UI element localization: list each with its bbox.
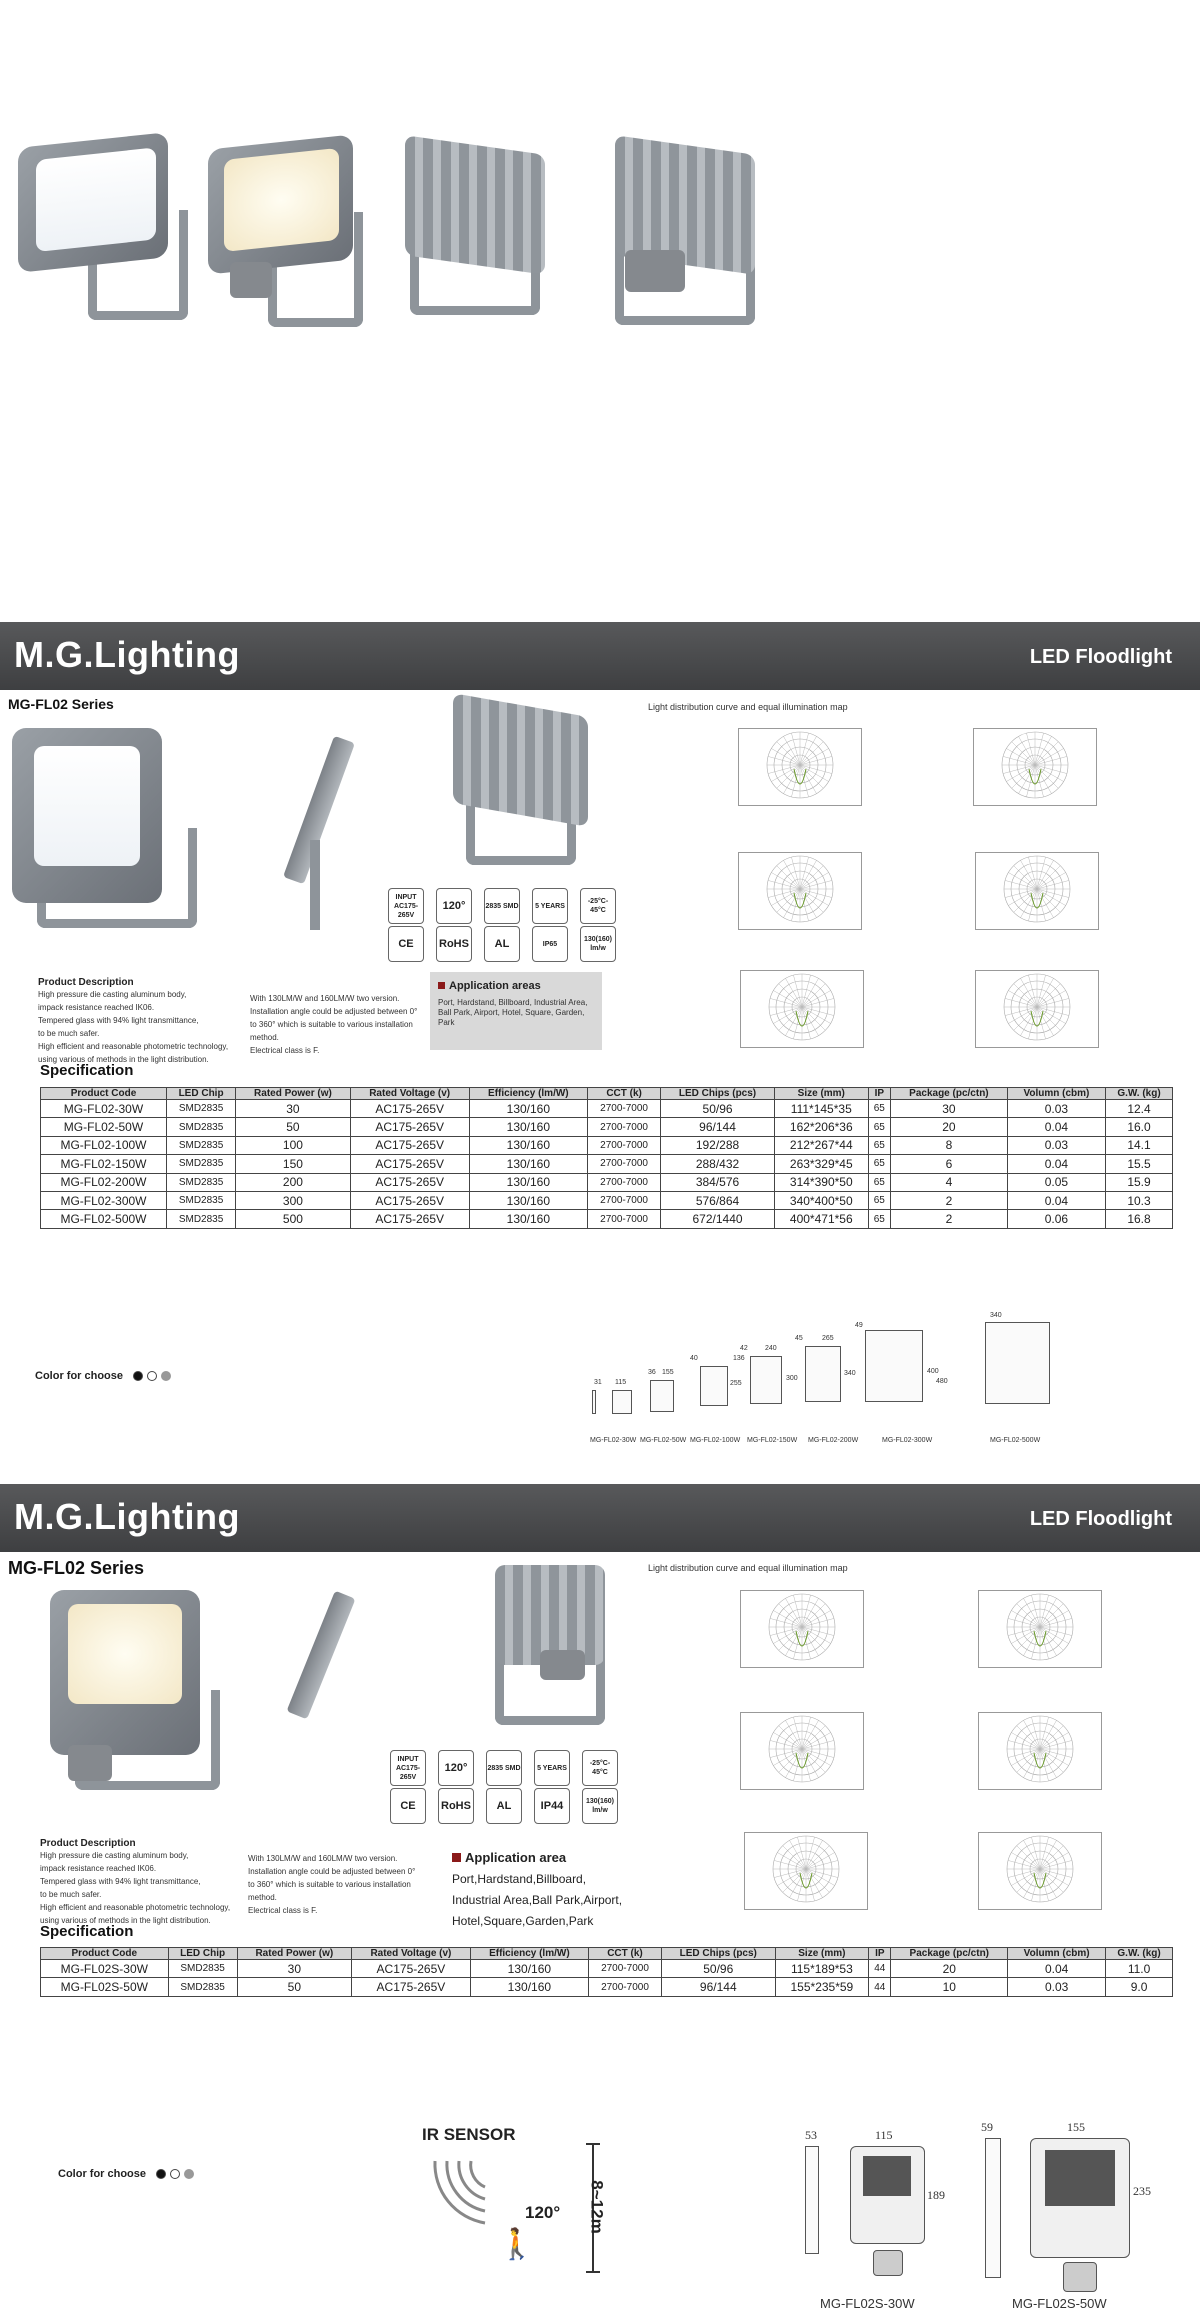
product-photo-sensor-front [208, 142, 368, 332]
bullet-icon [452, 1853, 461, 1862]
cert-ip-icon: IP65 [532, 926, 568, 962]
table-cell: AC175-265V [350, 1173, 469, 1191]
s1-photo-front [12, 728, 197, 958]
dim-number: 340 [990, 1312, 1002, 1319]
table-cell: 30 [890, 1100, 1007, 1118]
dimension-drawing-30w [795, 2118, 965, 2318]
product-description [40, 1838, 260, 1927]
dim-model-label: MG-FL02S-30W [820, 2296, 915, 2311]
table-cell: 2700-7000 [588, 1978, 661, 1996]
color-label: Color for choose [58, 2168, 147, 2180]
table-cell: SMD2835 [166, 1118, 235, 1136]
polar-diagram [978, 1712, 1102, 1790]
table-cell: 0.04 [1007, 1118, 1105, 1136]
table-cell: 130/160 [469, 1136, 587, 1154]
color-swatch-grey[interactable] [184, 2169, 194, 2179]
application-title: Application areas [449, 980, 541, 992]
cert-warranty-icon: 5 YEARS [534, 1750, 570, 1786]
dim-number: 300 [786, 1375, 798, 1382]
application-line: Port,Hardstand,Billboard, [452, 1872, 587, 1886]
table-cell: 16.8 [1106, 1210, 1173, 1228]
product-description-title: Product Description [38, 977, 134, 988]
table-cell: 115*189*53 [775, 1960, 869, 1978]
table-cell: 130/160 [469, 1173, 587, 1191]
table-cell: 400*471*56 [774, 1210, 868, 1228]
table-cell: 2 [890, 1191, 1007, 1209]
dim-number: 189 [927, 2188, 945, 2202]
color-swatch-black[interactable] [156, 2169, 166, 2179]
cert-al-icon: AL [484, 926, 520, 962]
table-cell: 20 [890, 1118, 1007, 1136]
desc-line: using various of methods in the light distribution. [40, 1916, 211, 1925]
dim-number: 480 [936, 1378, 948, 1385]
table-cell: 130/160 [469, 1118, 587, 1136]
table-cell: 10 [891, 1978, 1008, 1996]
table-cell: 65 [868, 1173, 890, 1191]
table-cell: 15.5 [1106, 1155, 1173, 1173]
table-cell: 6 [890, 1155, 1007, 1173]
desc-line: Installation angle could be adjusted between 0° [250, 1007, 418, 1016]
table-cell: 0.04 [1008, 1960, 1106, 1978]
desc-line: to 360° which is suitable to various installation method. [250, 1020, 413, 1042]
table-header-cell: Rated Voltage (v) [350, 1088, 469, 1100]
dim-number: 36 [648, 1369, 656, 1376]
table-header-cell: LED Chip [166, 1088, 235, 1100]
polar-diagram [744, 1832, 868, 1910]
walking-person-icon: 🚶 [498, 2228, 536, 2261]
table-header-cell: Size (mm) [774, 1088, 868, 1100]
table-cell: 263*329*45 [774, 1155, 868, 1173]
table-cell: 11.0 [1106, 1960, 1173, 1978]
sensor-module [625, 250, 685, 292]
table-cell: SMD2835 [166, 1210, 235, 1228]
dim-number: 45 [795, 1335, 803, 1342]
spec-table-2 [40, 1947, 1173, 1997]
dim-number: 59 [981, 2120, 993, 2134]
spec-title: Specification [40, 1923, 134, 1940]
table-cell: 30 [237, 1960, 351, 1978]
table-cell: MG-FL02-200W [41, 1173, 167, 1191]
table-cell: MG-FL02S-30W [41, 1960, 169, 1978]
table-header-cell: Product Code [41, 1088, 167, 1100]
cert-ip-icon: IP44 [534, 1788, 570, 1824]
cert-warranty-icon: 5 YEARS [532, 888, 568, 924]
table-cell: SMD2835 [168, 1960, 237, 1978]
table-header-cell: LED Chip [168, 1948, 237, 1960]
table-cell: 192/288 [661, 1136, 775, 1154]
table-header-cell: G.W. (kg) [1106, 1948, 1173, 1960]
dim-number: 136 [733, 1355, 745, 1362]
dim-number: 235 [1133, 2184, 1151, 2198]
table-header-cell: Efficiency (lm/W) [470, 1948, 588, 1960]
table-cell: 500 [236, 1210, 351, 1228]
table-cell: 130/160 [470, 1978, 588, 1996]
table-row [41, 1100, 1173, 1118]
polar-diagram [738, 852, 862, 930]
desc-line: High pressure die casting aluminum body, [40, 1851, 189, 1860]
cert-efficiency-icon: 130(160) lm/w [580, 926, 616, 962]
table-cell: MG-FL02S-50W [41, 1978, 169, 1996]
table-cell: AC175-265V [352, 1978, 471, 1996]
table-cell: 50 [236, 1118, 351, 1136]
cert-al-icon: AL [486, 1788, 522, 1824]
ir-range-tick [586, 2143, 600, 2145]
dim-number: 115 [875, 2128, 893, 2142]
desc-line: impack resistance reached IK06. [40, 1864, 157, 1873]
table-cell: 65 [868, 1191, 890, 1209]
table-cell: 2700-7000 [588, 1173, 661, 1191]
table-cell: MG-FL02-100W [41, 1136, 167, 1154]
table-cell: 111*145*35 [774, 1100, 868, 1118]
table-cell: 65 [868, 1136, 890, 1154]
table-row [41, 1118, 1173, 1136]
table-cell: 150 [236, 1155, 351, 1173]
product-photo-back [395, 145, 555, 325]
dim-number: 240 [765, 1345, 777, 1352]
dim-model-label: MG-FL02-30W [590, 1437, 637, 1444]
table-cell: 96/144 [661, 1118, 775, 1136]
desc-line: Installation angle could be adjusted between 0° [248, 1867, 416, 1876]
table-header-cell: Rated Power (w) [236, 1088, 351, 1100]
table-cell: 155*235*59 [775, 1978, 869, 1996]
table-cell: SMD2835 [166, 1136, 235, 1154]
table-header-cell: Package (pc/ctn) [891, 1948, 1008, 1960]
dim-number: 155 [662, 1369, 674, 1376]
table-row [41, 1136, 1173, 1154]
dim-model-label: MG-FL02-150W [747, 1437, 798, 1444]
desc-line: Tempered glass with 94% light transmittance, [38, 1016, 199, 1025]
dim-number: 115 [615, 1379, 627, 1386]
table-cell: 65 [868, 1210, 890, 1228]
table-cell: 130/160 [469, 1191, 587, 1209]
table-cell: 2700-7000 [588, 1136, 661, 1154]
table-cell: SMD2835 [166, 1155, 235, 1173]
table-cell: 10.3 [1106, 1191, 1173, 1209]
polar-diagram [740, 970, 864, 1048]
banner-section-2 [0, 1484, 1200, 1552]
desc-line: Tempered glass with 94% light transmittance, [40, 1877, 201, 1886]
table-row [41, 1210, 1173, 1228]
table-cell: 200 [236, 1173, 351, 1191]
table-header-cell: Rated Power (w) [237, 1948, 351, 1960]
table-cell: MG-FL02-50W [41, 1118, 167, 1136]
table-cell: 100 [236, 1136, 351, 1154]
dimension-drawing-50w [975, 2118, 1175, 2318]
desc-line: impack resistance reached IK06. [38, 1003, 155, 1012]
s2-photo-front [50, 1590, 220, 1820]
table-cell: 44 [869, 1960, 891, 1978]
polar-diagram [975, 970, 1099, 1048]
table-cell: SMD2835 [166, 1191, 235, 1209]
cert-temperature-icon: -25°C-45°C [582, 1750, 618, 1786]
desc-line: With 130LM/W and 160LM/W two version. [250, 994, 400, 1003]
ir-range-tick [586, 2271, 600, 2273]
desc-line: High efficient and reasonable photometric technology, [40, 1903, 231, 1912]
cert-ce-icon: CE [388, 926, 424, 962]
dim-number: 49 [855, 1322, 863, 1329]
table-row [41, 1173, 1173, 1191]
dim-model-label: MG-FL02-300W [882, 1437, 933, 1444]
polar-diagram [975, 852, 1099, 930]
ir-angle: 120° [525, 2203, 561, 2222]
sensor-module [540, 1650, 585, 1680]
product-photo-sensor-back [605, 145, 765, 330]
table-header-cell: IP [869, 1948, 891, 1960]
polar-diagram [740, 1590, 864, 1668]
s2-photo-side [270, 1590, 370, 1760]
table-cell: 50/96 [661, 1100, 775, 1118]
ir-range: 8~12m [587, 2180, 607, 2234]
desc-line: High pressure die casting aluminum body, [38, 990, 187, 999]
table-cell: MG-FL02-500W [41, 1210, 167, 1228]
table-cell: 0.03 [1007, 1136, 1105, 1154]
product-description-right [248, 1852, 438, 1917]
table-cell: 44 [869, 1978, 891, 1996]
table-row [41, 1960, 1173, 1978]
cert-temperature-icon: -25°C-45°C [580, 888, 616, 924]
bullet-icon [438, 982, 445, 989]
dim-model-label: MG-FL02S-50W [1012, 2296, 1107, 2311]
desc-line: to be much safer. [38, 1029, 100, 1038]
s1-photo-back [448, 700, 598, 870]
table-cell: MG-FL02-300W [41, 1191, 167, 1209]
table-cell: MG-FL02-150W [41, 1155, 167, 1173]
dim-number: 255 [730, 1380, 742, 1387]
table-header-cell: Product Code [41, 1948, 169, 1960]
dim-number: 265 [822, 1335, 834, 1342]
sensor-module [230, 262, 272, 298]
table-cell: SMD2835 [166, 1173, 235, 1191]
desc-line: With 130LM/W and 160LM/W two version. [248, 1854, 398, 1863]
polar-diagram [978, 1590, 1102, 1668]
desc-line: to 360° which is suitable to various installation method. [248, 1880, 411, 1902]
cert-smd-icon: 2835 SMD [486, 1750, 522, 1786]
polar-diagram [973, 728, 1097, 806]
s1-photo-side [270, 735, 370, 935]
cert-rohs-icon: RoHS [436, 926, 472, 962]
table-cell: 50 [237, 1978, 351, 1996]
product-description-title: Product Description [40, 1838, 136, 1849]
table-cell: AC175-265V [350, 1136, 469, 1154]
application-areas-box [430, 972, 602, 1050]
spec-title: Specification [40, 1062, 134, 1079]
dim-number: 340 [844, 1370, 856, 1377]
table-header-cell: Package (pc/ctn) [890, 1088, 1007, 1100]
table-cell: AC175-265V [350, 1191, 469, 1209]
table-cell: SMD2835 [168, 1978, 237, 1996]
spec-table-1 [40, 1087, 1173, 1229]
table-cell: 162*206*36 [774, 1118, 868, 1136]
application-text: Port, Hardstand, Billboard, Industrial Area, Ball Park, Airport, Hotel, Square, Garden, Park [438, 998, 588, 1027]
color-swatch-grey[interactable] [161, 1371, 171, 1381]
table-header-cell: IP [868, 1088, 890, 1100]
table-header-cell: Volumn (cbm) [1007, 1088, 1105, 1100]
product-description-right [250, 992, 430, 1057]
table-header-cell: CCT (k) [588, 1948, 661, 1960]
table-cell: AC175-265V [350, 1210, 469, 1228]
table-cell: SMD2835 [166, 1100, 235, 1118]
application-title: Application area [465, 1850, 567, 1865]
table-header-row [41, 1088, 1173, 1100]
brand-title: M.G.Lighting [14, 634, 240, 675]
table-cell: 0.05 [1007, 1173, 1105, 1191]
table-cell: 130/160 [469, 1155, 587, 1173]
desc-line: using various of methods in the light distribution. [38, 1055, 209, 1064]
table-cell: AC175-265V [352, 1960, 471, 1978]
cert-efficiency-icon: 130(160) lm/w [582, 1788, 618, 1824]
polar-diagram [738, 728, 862, 806]
table-cell: 130/160 [469, 1210, 587, 1228]
brand-title: M.G.Lighting [14, 1496, 240, 1537]
table-cell: 340*400*50 [774, 1191, 868, 1209]
table-cell: 2 [890, 1210, 1007, 1228]
table-cell: AC175-265V [350, 1118, 469, 1136]
table-cell: AC175-265V [350, 1100, 469, 1118]
table-cell: 30 [236, 1100, 351, 1118]
dim-number: 42 [740, 1345, 748, 1352]
table-cell: 672/1440 [661, 1210, 775, 1228]
table-cell: 576/864 [661, 1191, 775, 1209]
table-cell: 130/160 [469, 1100, 587, 1118]
table-cell: 314*390*50 [774, 1173, 868, 1191]
table-header-cell: Volumn (cbm) [1008, 1948, 1106, 1960]
table-header-cell: LED Chips (pcs) [661, 1088, 775, 1100]
banner-tagline: LED Floodlight [1029, 646, 1172, 668]
cert-ce-icon: CE [390, 1788, 426, 1824]
table-cell: 0.03 [1008, 1978, 1106, 1996]
table-cell: 9.0 [1106, 1978, 1173, 1996]
table-row [41, 1191, 1173, 1209]
table-cell: 212*267*44 [774, 1136, 868, 1154]
table-cell: 20 [891, 1960, 1008, 1978]
table-cell: 288/432 [661, 1155, 775, 1173]
table-row [41, 1155, 1173, 1173]
color-chooser [58, 2168, 194, 2180]
table-cell: 2700-7000 [588, 1100, 661, 1118]
table-cell: 2700-7000 [588, 1155, 661, 1173]
desc-line: to be much safer. [40, 1890, 102, 1899]
dim-number: 31 [594, 1379, 602, 1386]
cert-input-icon: INPUT AC175-265V [390, 1750, 426, 1786]
table-cell: 130/160 [470, 1960, 588, 1978]
table-cell: 300 [236, 1191, 351, 1209]
application-line: Industrial Area,Ball Park,Airport, [452, 1893, 623, 1907]
dim-model-label: MG-FL02-50W [640, 1437, 687, 1444]
table-cell: AC175-265V [350, 1155, 469, 1173]
application-line: Hotel,Square,Garden,Park [452, 1914, 594, 1928]
polar-diagram [740, 1712, 864, 1790]
table-cell: 96/144 [661, 1978, 775, 1996]
table-header-cell: G.W. (kg) [1106, 1088, 1173, 1100]
color-swatch-black[interactable] [133, 1371, 143, 1381]
table-header-cell: LED Chips (pcs) [661, 1948, 775, 1960]
ir-sensor-diagram [420, 2125, 620, 2275]
desc-line: Electrical class is F. [250, 1046, 320, 1055]
table-cell: 4 [890, 1173, 1007, 1191]
table-cell: 65 [868, 1100, 890, 1118]
table-header-cell: CCT (k) [588, 1088, 661, 1100]
table-header-row [41, 1948, 1173, 1960]
table-cell: 384/576 [661, 1173, 775, 1191]
table-cell: 15.9 [1106, 1173, 1173, 1191]
dim-model-label: MG-FL02-200W [808, 1437, 859, 1444]
dim-number: 155 [1067, 2120, 1085, 2134]
dim-model-label: MG-FL02-100W [690, 1437, 741, 1444]
table-cell: 0.04 [1007, 1155, 1105, 1173]
ir-wave-icon [425, 2153, 535, 2233]
table-cell: 65 [868, 1155, 890, 1173]
table-cell: 2700-7000 [588, 1960, 661, 1978]
table-header-cell: Rated Voltage (v) [352, 1948, 471, 1960]
banner-section-1 [0, 622, 1200, 690]
light-distribution-title: Light distribution curve and equal illumination map [648, 1563, 848, 1573]
table-cell: 8 [890, 1136, 1007, 1154]
ir-sensor-title: IR SENSOR [422, 2125, 516, 2144]
application-area [452, 1850, 652, 1932]
table-cell: 0.04 [1007, 1191, 1105, 1209]
cert-smd-icon: 2835 SMD [484, 888, 520, 924]
cert-rohs-icon: RoHS [438, 1788, 474, 1824]
cert-input-icon: INPUT AC175-265V [388, 888, 424, 924]
table-cell: 14.1 [1106, 1136, 1173, 1154]
table-cell: 16.0 [1106, 1118, 1173, 1136]
color-swatch-white[interactable] [170, 2169, 180, 2179]
table-header-cell: Size (mm) [775, 1948, 869, 1960]
dim-number: 53 [805, 2128, 817, 2142]
series-title: MG-FL02 Series [8, 696, 114, 712]
s2-photo-back [490, 1565, 610, 1730]
dim-model-label: MG-FL02-500W [990, 1437, 1041, 1444]
cert-angle-icon: 120° [436, 888, 472, 924]
table-cell: 0.03 [1007, 1100, 1105, 1118]
dimension-drawings-1 [590, 1312, 1190, 1450]
table-cell: 2700-7000 [588, 1191, 661, 1209]
table-cell: 2700-7000 [588, 1210, 661, 1228]
series-title: MG-FL02 Series [8, 1558, 145, 1578]
table-row [41, 1978, 1173, 1996]
table-cell: 0.06 [1007, 1210, 1105, 1228]
dim-number: 40 [690, 1355, 698, 1362]
table-cell: 2700-7000 [588, 1118, 661, 1136]
dim-number: 400 [927, 1368, 939, 1375]
banner-tagline: LED Floodlight [1029, 1508, 1172, 1530]
light-distribution-title: Light distribution curve and equal illumination map [648, 702, 848, 712]
table-cell: MG-FL02-30W [41, 1100, 167, 1118]
table-cell: 12.4 [1106, 1100, 1173, 1118]
sensor-module [68, 1745, 112, 1781]
table-header-cell: Efficiency (lm/W) [469, 1088, 587, 1100]
polar-diagram [978, 1832, 1102, 1910]
product-photo-front [18, 140, 188, 320]
desc-line: High efficient and reasonable photometric technology, [38, 1042, 229, 1051]
color-chooser [35, 1370, 171, 1382]
cert-angle-icon: 120° [438, 1750, 474, 1786]
color-swatch-white[interactable] [147, 1371, 157, 1381]
table-cell: 50/96 [661, 1960, 775, 1978]
desc-line: Electrical class is F. [248, 1906, 318, 1915]
color-label: Color for choose [35, 1370, 124, 1382]
table-cell: 65 [868, 1118, 890, 1136]
